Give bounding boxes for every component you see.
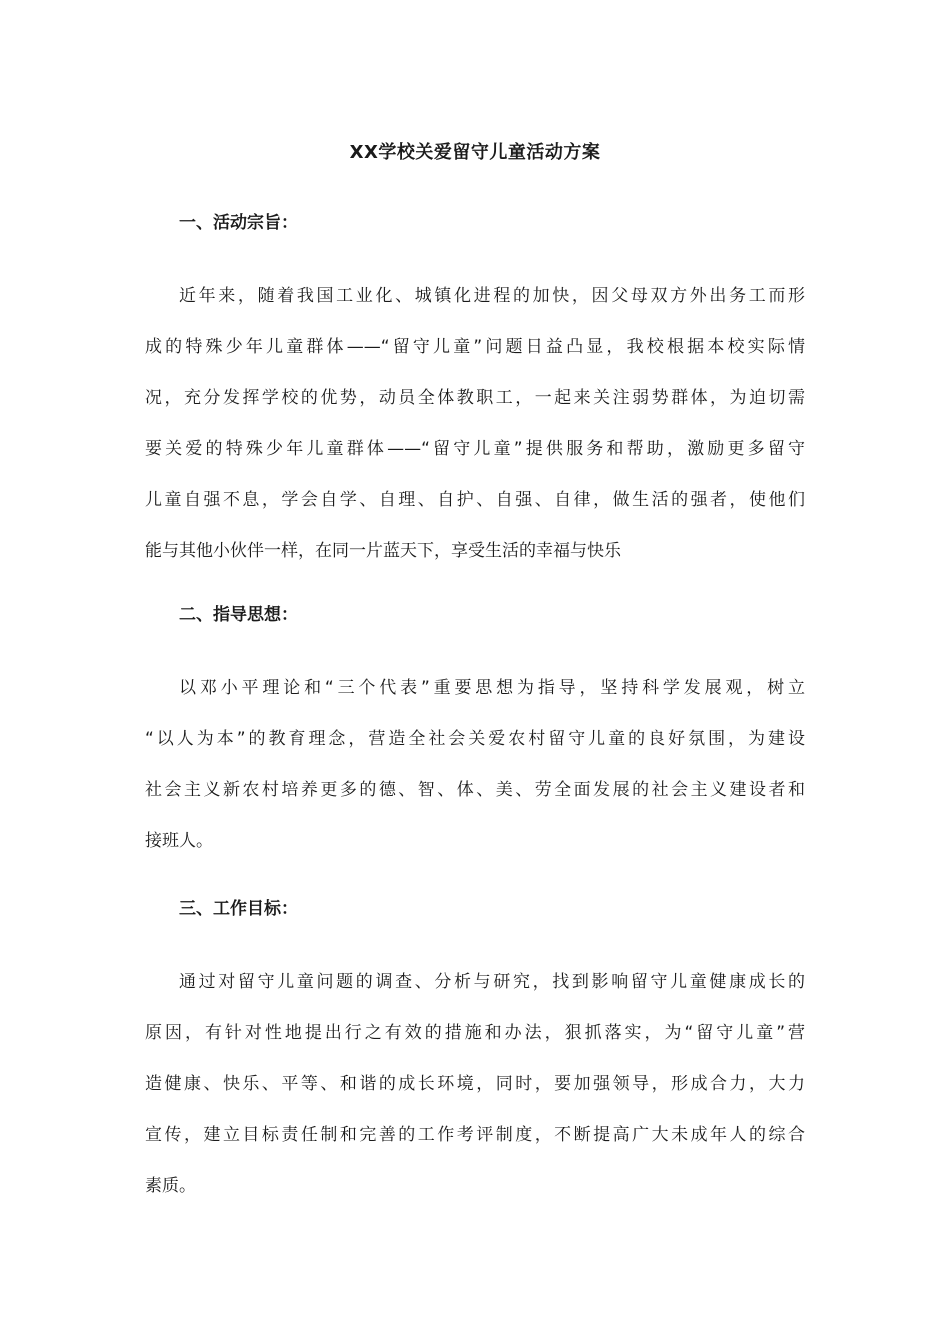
paragraph-line: 社会主义新农村培养更多的德、智、体、美、劳全面发展的社会主义建设者和 [145, 780, 805, 800]
paragraph-line: 素质。 [145, 1176, 196, 1196]
section-body-guiding-ideology [145, 663, 805, 867]
paragraph-line: 造健康、快乐、平等、和谐的成长环境，同时，要加强领导，形成合力，大力 [145, 1074, 805, 1094]
paragraph-line: 原因，有针对性地提出行之有效的措施和办法，狠抓落实，为“留守儿童”营 [145, 1023, 805, 1043]
paragraph-line: 接班人。 [145, 831, 213, 851]
section-heading-purpose: 一、活动宗旨： [179, 213, 298, 233]
paragraph-line: 宣传，建立目标责任制和完善的工作考评制度，不断提高广大未成年人的综合 [145, 1125, 805, 1145]
paragraph-line: 能与其他小伙伴一样，在同一片蓝天下，享受生活的幸福与快乐 [145, 541, 621, 561]
section-heading-work-goals: 三、工作目标： [179, 899, 298, 919]
paragraph-line: 近年来，随着我国工业化、城镇化进程的加快，因父母双方外出务工而形 [179, 286, 805, 306]
document-title: XX学校关爱留守儿童活动方案 [349, 142, 601, 163]
paragraph-line: 通过对留守儿童问题的调查、分析与研究，找到影响留守儿童健康成长的 [179, 972, 805, 992]
section-heading-guiding-ideology: 二、指导思想： [179, 605, 298, 625]
section-body-purpose [145, 271, 805, 577]
paragraph-line: 况，充分发挥学校的优势，动员全体教职工，一起来关注弱势群体，为迫切需 [145, 388, 805, 408]
paragraph-line: 成的特殊少年儿童群体——“留守儿童”问题日益凸显，我校根据本校实际情 [145, 337, 805, 357]
paragraph-line: “以人为本”的教育理念，营造全社会关爱农村留守儿童的良好氛围，为建设 [145, 729, 805, 749]
paragraph-line: 儿童自强不息，学会自学、自理、自护、自强、自律，做生活的强者，使他们 [145, 490, 805, 510]
paragraph-line: 以邓小平理论和“三个代表”重要思想为指导，坚持科学发展观，树立 [179, 678, 805, 698]
paragraph-line: 要关爱的特殊少年儿童群体——“留守儿童”提供服务和帮助，激励更多留守 [145, 439, 805, 459]
section-body-work-goals [145, 957, 805, 1212]
